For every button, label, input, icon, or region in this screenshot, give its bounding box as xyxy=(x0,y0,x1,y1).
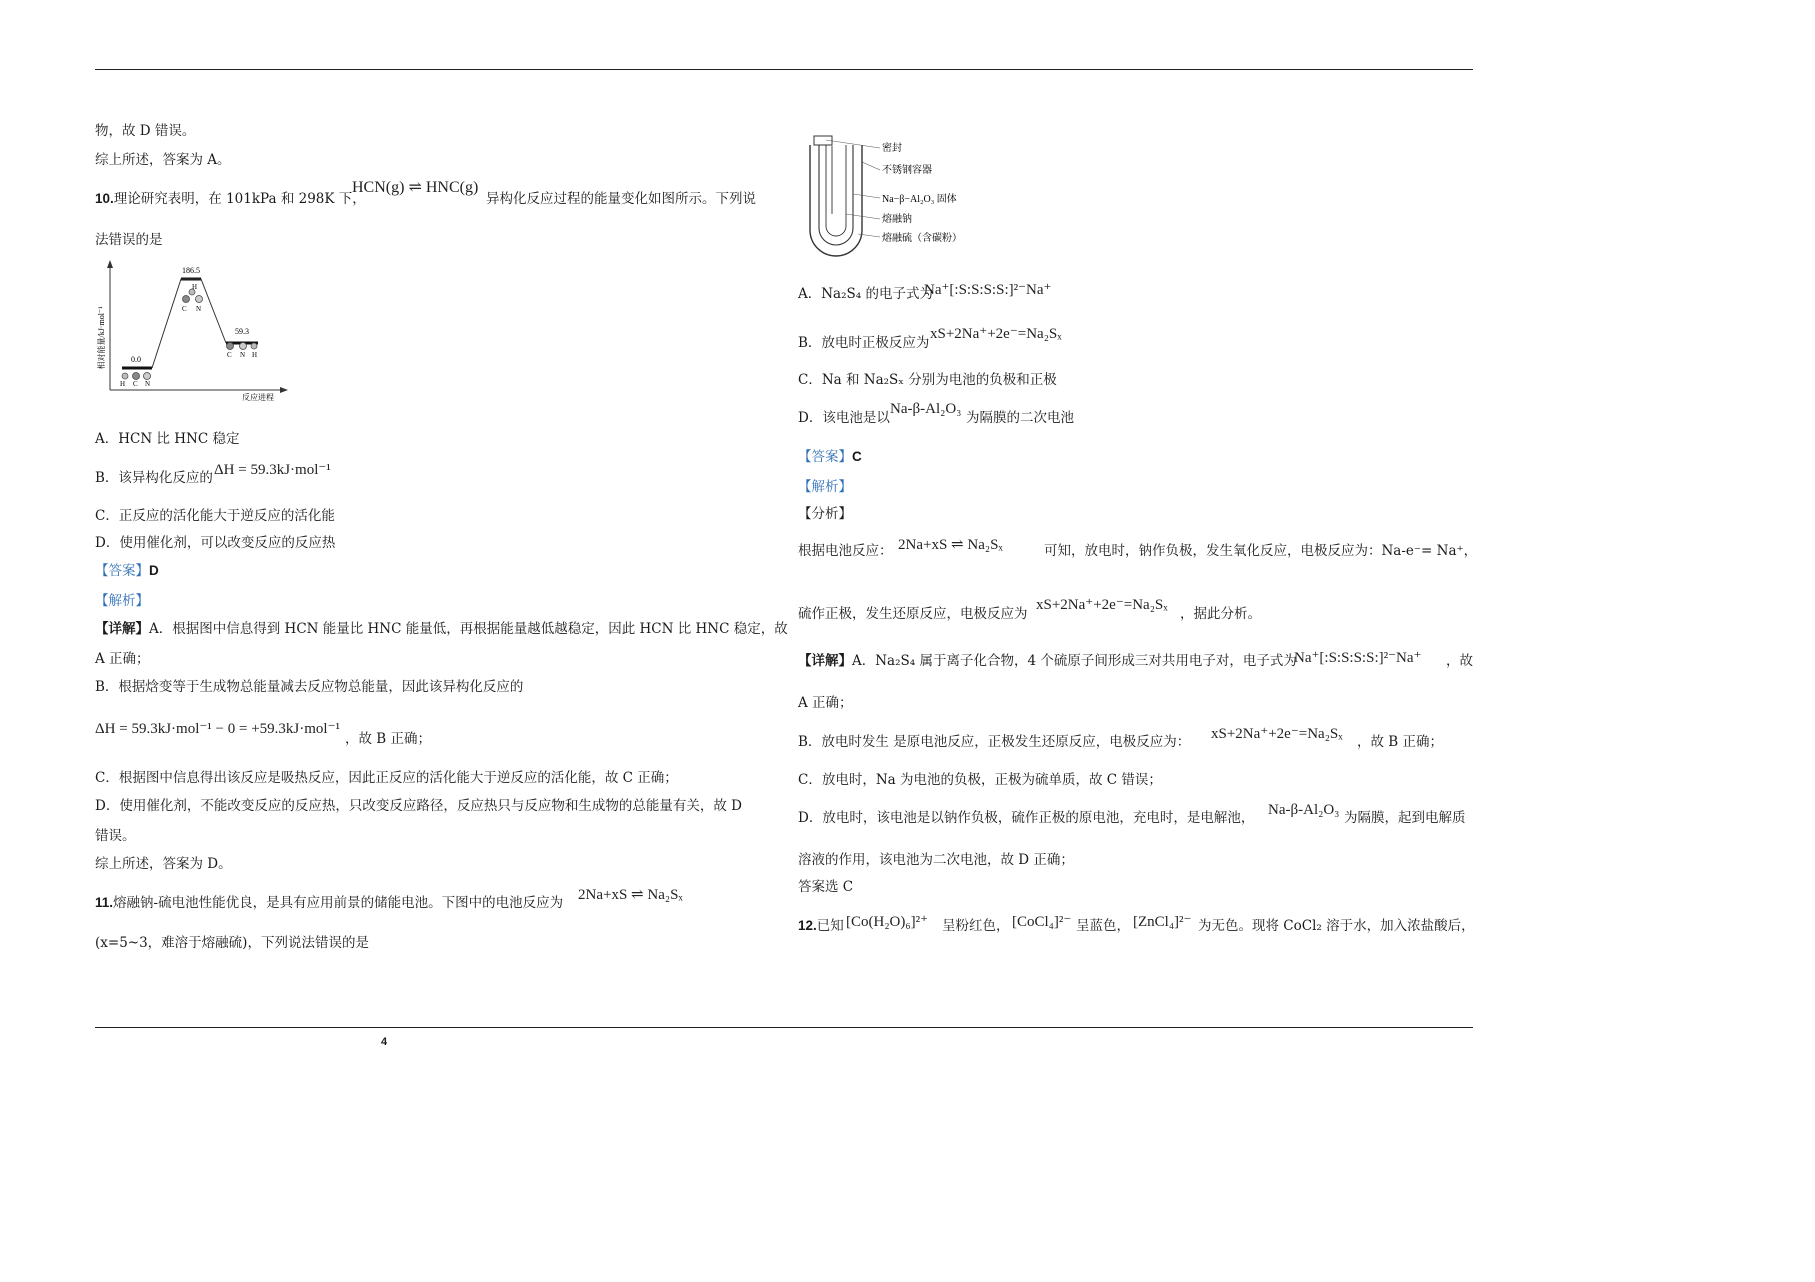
text-line: A 正确； xyxy=(95,651,150,667)
option-d: D．使用催化剂，可以改变反应的反应热 xyxy=(95,535,336,551)
text-segment: A．根据图中信息得到 HCN 能量比 HNC 能量低，再根据能量越低越稳定，因此 HCN 比 HNC 稳定，故 xyxy=(149,621,788,637)
equation: Na⁺[:S:S:S:S:]²⁻Na⁺ xyxy=(924,282,1052,298)
text-segment: ，故 B 正确； xyxy=(345,731,432,747)
text-line: D．使用催化剂，不能改变反应的反应热，只改变反应路径，反应热只与反应物和生成物的总能量有关，故 D xyxy=(95,798,742,814)
text-line: B．根据焓变等于生成物总能量减去反应物总能量，因此该异构化反应的 xyxy=(95,679,524,695)
equation: 2Na+xS ⇌ Na₂Sₓ xyxy=(898,537,1003,553)
atom-label: N xyxy=(145,380,151,388)
product-value: 59.3 xyxy=(235,327,249,336)
equation: 2Na+xS ⇌ Na₂Sₓ xyxy=(578,887,683,903)
detail-line xyxy=(95,619,788,639)
equation: xS+2Na⁺+2e⁻=Na₂Sₓ xyxy=(1211,726,1343,742)
equation: HCN(g) ⇌ HNC(g) xyxy=(352,179,479,196)
diagram-label: 密封 xyxy=(882,143,902,154)
text-line: 答案选 C xyxy=(798,879,854,895)
atom-n-icon xyxy=(240,343,247,350)
text-segment: ，据此分析。 xyxy=(1180,606,1261,622)
atom-label: N xyxy=(240,351,246,359)
text-segment: 为无色。现将 CoCl₂ 溶于水，加入浓盐酸后， xyxy=(1198,918,1475,934)
text-line: 错误。 xyxy=(95,828,136,844)
text-segment: ，故 B 正确； xyxy=(1357,734,1444,750)
footer-rule xyxy=(95,1027,1473,1028)
question-number: 12. xyxy=(798,918,817,933)
text-line: 综上所述，答案为 A。 xyxy=(95,152,231,168)
diagram-label: Na−β−Al₂O₃ 固体 xyxy=(882,194,957,205)
text-segment: 根据电池反应： xyxy=(798,543,893,559)
battery-diagram xyxy=(800,132,1000,262)
text-segment: 呈蓝色， xyxy=(1076,918,1130,934)
question-10-stem xyxy=(95,189,366,209)
equation: [ZnCl₄]²⁻ xyxy=(1133,914,1192,930)
answer-value: C xyxy=(852,449,862,464)
diagram-label: 不锈钢容器 xyxy=(882,165,932,176)
equation: [CoCl₄]²⁻ xyxy=(1012,914,1072,930)
text-segment: 异构化反应过程的能量变化如图所示。下列说 xyxy=(486,191,756,207)
text-segment: 已知 xyxy=(816,918,844,934)
x-axis-arrow xyxy=(280,387,288,393)
text-line: 物，故 D 错误。 xyxy=(95,123,196,139)
equation: Na⁺[:S:S:S:S:]²⁻Na⁺ xyxy=(1294,650,1422,666)
y-axis-arrow xyxy=(107,260,113,268)
question-11-stem xyxy=(95,893,563,913)
equation: Na-β-Al₂O₃ xyxy=(1268,802,1340,818)
analysis-label: 【解析】 xyxy=(95,593,149,609)
atom-label: N xyxy=(196,305,202,313)
answer-value: D xyxy=(149,563,159,578)
text-segment: 理论研究表明，在 101kPa 和 298K 下， xyxy=(113,191,366,207)
energy-diagram xyxy=(88,258,298,408)
atom-label: C xyxy=(182,305,187,313)
text-segment: 可知，放电时，钠作负极，发生氧化反应，电极反应为：Na-e⁻= Na⁺， xyxy=(1044,543,1478,559)
atom-label: H xyxy=(192,283,198,291)
equation: xS+2Na⁺+2e⁻=Na₂Sₓ xyxy=(930,326,1062,342)
option-d: D．该电池是以 xyxy=(798,410,890,426)
analysis-subhead: 【分析】 xyxy=(798,506,852,522)
atom-n-icon xyxy=(144,373,151,380)
x-axis-label: 反应进程 xyxy=(242,393,274,402)
answer-line xyxy=(95,561,159,581)
equation: xS+2Na⁺+2e⁻=Na₂Sₓ xyxy=(1036,597,1168,613)
text-line: 综上所述，答案为 D。 xyxy=(95,856,232,872)
option-c: C．Na 和 Na₂Sₓ 分别为电池的负极和正极 xyxy=(798,372,1057,388)
diagram-label: 熔融钠 xyxy=(882,214,912,225)
text-line: (x=5~3，难溶于熔融硫)，下列说法错误的是 xyxy=(95,935,369,951)
text-segment: 呈粉红色， xyxy=(942,918,1010,934)
steel-container xyxy=(810,145,862,256)
atom-label: C xyxy=(227,351,232,359)
atom-label: H xyxy=(120,380,126,388)
option-b: B．放电时正极反应为 xyxy=(798,335,930,351)
answer-label: 【答案】 xyxy=(798,449,852,465)
text-line: C．放电时，Na 为电池的负极，正极为硫单质，故 C 错误； xyxy=(798,772,1162,788)
option-a: A．Na₂S₄ 的电子式为 xyxy=(798,286,933,302)
equation: ΔH = 59.3kJ·mol⁻¹ − 0 = +59.3kJ·mol⁻¹ xyxy=(95,721,340,737)
reactant-value: 0.0 xyxy=(131,355,141,364)
atom-c-icon xyxy=(133,373,140,380)
equation: [Co(H₂O)₆]²⁺ xyxy=(846,914,929,930)
atom-label: C xyxy=(133,380,138,388)
atom-c-icon xyxy=(227,343,234,350)
solid-electrolyte xyxy=(819,145,853,245)
answer-line xyxy=(798,447,862,467)
atom-label: H xyxy=(252,351,258,359)
text-segment: ，故 xyxy=(1446,653,1473,669)
question-12-stem xyxy=(798,916,844,936)
atom-c-icon xyxy=(183,296,190,303)
question-number: 11. xyxy=(95,895,114,910)
page-number: 4 xyxy=(381,1036,388,1048)
molten-sodium xyxy=(826,145,846,236)
text-segment: D．放电时，该电池是以钠作负极，硫作正极的原电池，充电时，是电解池， xyxy=(798,810,1255,826)
equation: ΔH = 59.3kJ·mol⁻¹ xyxy=(214,462,331,478)
option-c: C．正反应的活化能大于逆反应的活化能 xyxy=(95,508,335,524)
text-segment: 硫作正极，发生还原反应，电极反应为 xyxy=(798,606,1028,622)
equation: Na-β-Al₂O₃ xyxy=(890,401,962,417)
detail-label: 【详解】 xyxy=(798,653,852,669)
text-segment: 为隔膜的二次电池 xyxy=(966,410,1074,426)
y-axis-label: 相对能量/kJ·mol⁻¹ xyxy=(97,306,106,370)
text-segment: 为隔膜，起到电解质 xyxy=(1344,810,1466,826)
text-segment: B．放电时发生 是原电池反应，正极发生还原反应，电极反应为： xyxy=(798,734,1191,750)
text-line: 法错误的是 xyxy=(95,232,163,248)
answer-label: 【答案】 xyxy=(95,563,149,579)
atom-n-icon xyxy=(196,296,203,303)
text-segment: 熔融钠-硫电池性能优良，是具有应用前景的储能电池。下图中的电池反应为 xyxy=(113,895,564,911)
atom-h-icon xyxy=(251,343,257,349)
header-rule xyxy=(95,69,1473,70)
option-a: A．HCN 比 HNC 稳定 xyxy=(95,431,240,447)
text-segment: A．Na₂S₄ 属于离子化合物，4 个硫原子间形成三对共用电子对，电子式为 xyxy=(852,653,1297,669)
atom-h-icon xyxy=(122,373,128,379)
option-b: B．该异构化反应的 xyxy=(95,470,213,486)
detail-line xyxy=(798,651,1297,671)
peak-value: 186.5 xyxy=(182,266,200,275)
text-line: A 正确； xyxy=(798,695,853,711)
diagram-label: 熔融硫（含碳粉） xyxy=(882,233,962,244)
text-line: 溶液的作用，该电池为二次电池，故 D 正确； xyxy=(798,852,1074,868)
analysis-label: 【解析】 xyxy=(798,479,852,495)
text-line: C．根据图中信息得出该反应是吸热反应，因此正反应的活化能大于逆反应的活化能，故 C 正确； xyxy=(95,770,678,786)
detail-label: 【详解】 xyxy=(95,621,149,637)
question-number: 10. xyxy=(95,191,114,206)
